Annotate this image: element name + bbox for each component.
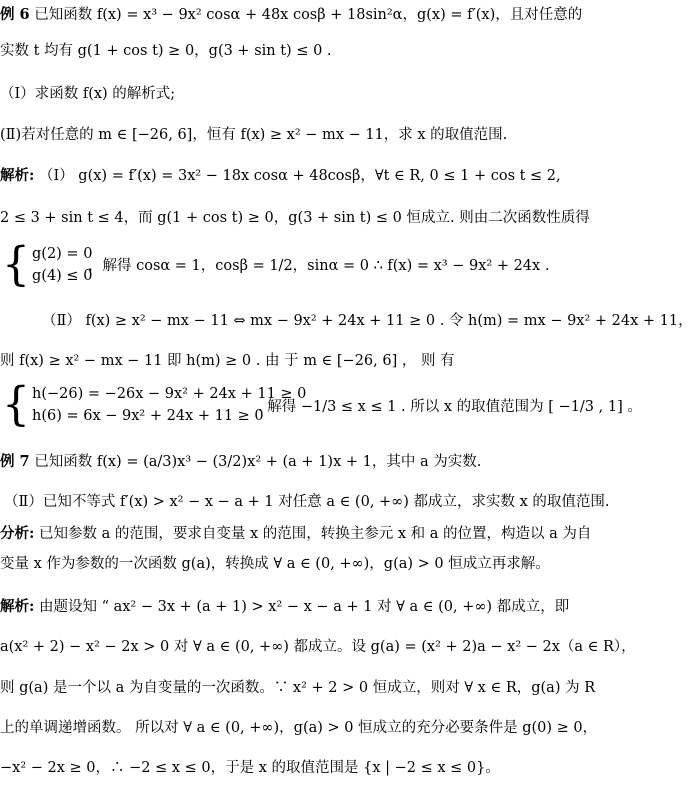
example-7-question-2: （Ⅱ）已知不等式 f′(x) > x² − x − a + 1 对任意 a ∈ (0, +∞) 都成立，求实数 x 的取值范围.	[4, 494, 610, 510]
condition-g2: g(2) = 0	[32, 246, 93, 262]
condition-g4: g(4) ≤ 0	[32, 268, 93, 284]
example-6-question-2: (Ⅱ)若对任意的 m ∈ [−26, 6]，恒有 f(x) ≥ x² − mx − 11，求 x 的取值范围.	[0, 127, 508, 143]
analysis-text-1: 已知参数 a 的范围，要求自变量 x 的范围，转换主参元 x 和 a 的位置，构造以 a 为自	[38, 526, 592, 542]
solution-7-line-1	[0, 597, 600, 617]
analysis-label: 分析:	[0, 525, 35, 542]
solution-7-text-3: 则 g(a) 是一个以 a 为自变量的一次函数。∵ x² + 2 > 0 恒成立，则对 ∀ x ∈ R，g(a) 为 R	[0, 680, 596, 696]
solution-7-text-2: a(x² + 2) − x² − 2x > 0 对 ∀ a ∈ (0, +∞) 都成立。设 g(a) = (x² + 2)a − x² − 2x（a ∈ R），	[0, 639, 636, 655]
solution-7-text-1: 由题设知 “ ax² − 3x + (a + 1) > x² − x − a + 1 对 ∀ a ∈ (0, +∞) 都成立，即	[38, 599, 570, 615]
solution-6-label: 解析:	[0, 167, 35, 184]
system-of-conditions-1	[2, 237, 93, 292]
condition-h-6: h(6) = 6x − 9x² + 24x + 11 ≥ 0	[32, 408, 264, 424]
solution-6-part-2-line-3: . 解得 −1/3 ≤ x ≤ 1 . 所以 x 的取值范围为 [ −1/3 , 1] 。	[258, 399, 642, 415]
example-7-label: 例 7	[0, 453, 30, 470]
analysis-text-2: 变量 x 作为参数的一次函数 g(a)，转换成 ∀ a ∈ (0, +∞)，g(a) > 0 恒成立再求解。	[0, 556, 550, 572]
solution-6-text-2: 2 ≤ 3 + sin t ≤ 4，而 g(1 + cos t) ≥ 0，g(3 + sin t) ≤ 0 恒成立. 则由二次函数性质得	[0, 210, 590, 226]
example-6-label: 例 6	[0, 6, 30, 23]
solution-6-text-3: ，解得 cosα = 1，cosβ = 1/2，sinα = 0 ∴ f(x) = x³ − 9x² + 24x .	[88, 258, 550, 274]
example-7-statement	[0, 452, 600, 472]
solution-7-text-4: 上的单调递增函数。 所以对 ∀ a ∈ (0, +∞)，g(a) > 0 恒成立的充分必要条件是 g(0) ≥ 0，	[0, 720, 598, 736]
example-6-statement-line-1	[0, 5, 600, 25]
left-brace-icon: {	[2, 377, 30, 432]
condition-h-minus-26: h(−26) = −26x − 9x² + 24x + 11 ≥ 0	[32, 386, 307, 402]
solution-6-line-1	[0, 166, 600, 186]
solution-7-text-5: −x² − 2x ≥ 0，∴ −2 ≤ x ≤ 0，于是 x 的取值范围是 {x | −2 ≤ x ≤ 0}。	[0, 760, 500, 776]
example-7-text-1: 已知函数 f(x) = (a/3)x³ − (3/2)x² + (a + 1)x + 1，其中 a 为实数.	[34, 454, 482, 470]
solution-6-text-1: （Ⅰ） g(x) = f′(x) = 3x² − 18x cosα + 48cosβ，∀t ∈ R, 0 ≤ 1 + cos t ≤ 2,	[38, 168, 561, 184]
example-6-text-1: 已知函数 f(x) = x³ − 9x² cosα + 48x cosβ + 18sin²α，g(x) = f′(x)，且对任意的	[34, 7, 583, 23]
solution-7-label: 解析:	[0, 598, 35, 615]
solution-6-part-2-line-2: 则 f(x) ≥ x² − mx − 11 即 h(m) ≥ 0 . 由 于 m ∈ [−26, 6] ， 则 有	[0, 353, 455, 369]
solution-6-part-2-line-1: （Ⅱ） f(x) ≥ x² − mx − 11 ⇔ mx − 9x² + 24x + 11 ≥ 0 . 令 h(m) = mx − 9x² + 24x + 11，	[42, 313, 693, 329]
left-brace-icon: {	[2, 237, 30, 292]
example-6-question-1: （Ⅰ）求函数 f(x) 的解析式;	[0, 86, 176, 102]
analysis-line-1	[0, 524, 600, 544]
example-6-text-2: 实数 t 均有 g(1 + cos t) ≥ 0，g(3 + sin t) ≤ 0 .	[0, 43, 332, 59]
